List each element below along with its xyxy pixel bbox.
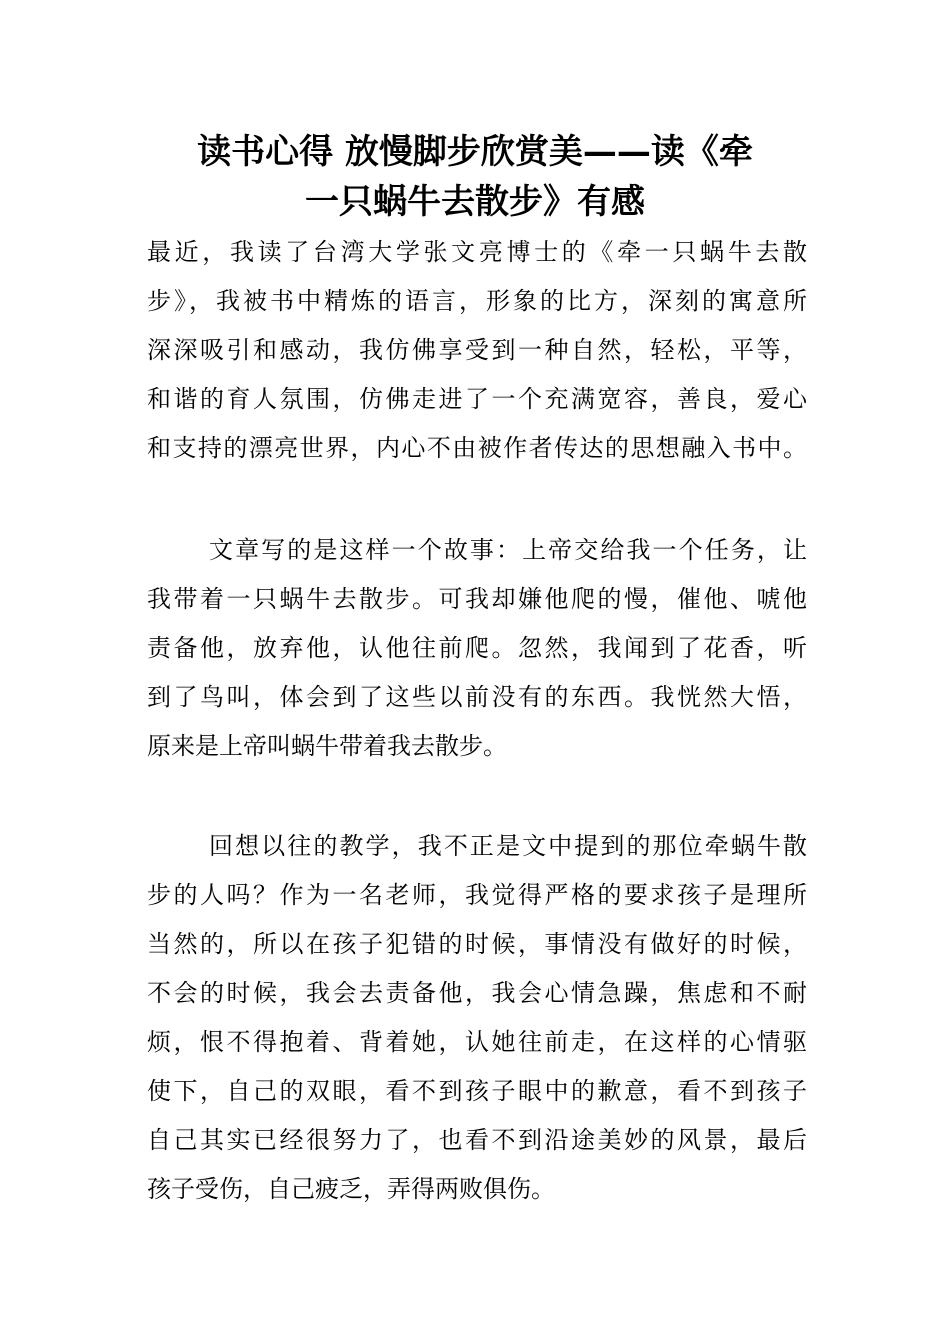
text-line: 我带着一只蜗牛去散步。可我却嫌他爬的慢，催他、唬他 [147,585,807,613]
text-line: 当然的，所以在孩子犯错的时候，事情没有做好的时候， [147,930,807,958]
text-line: 和支持的漂亮世界，内心不由被作者传达的思想融入书中。 [147,434,807,462]
text-line: 到了鸟叫，体会到了这些以前没有的东西。我恍然大悟， [147,683,807,711]
text-line: 原来是上帝叫蜗牛带着我去散步。 [147,732,507,760]
document-title [120,127,830,227]
text-line: 回想以往的教学，我不正是文中提到的那位牵蜗牛散 [209,832,807,860]
text-line: 步的人吗？作为一名老师，我觉得严格的要求孩子是理所 [147,881,807,909]
title-line-1: 读书心得 放慢脚步欣赏美——读《牵 [197,132,753,172]
text-line: 孩子受伤，自己疲乏，弄得两败俱伤。 [147,1175,555,1203]
paragraph-1 [147,228,807,473]
paragraph-2 [147,526,807,771]
text-line: 和谐的育人氛围，仿佛走进了一个充满宽容，善良，爱心 [147,385,807,413]
text-line: 深深吸引和感动，我仿佛享受到一种自然，轻松，平等， [147,336,807,364]
text-line: 使下，自己的双眼，看不到孩子眼中的歉意，看不到孩子 [147,1077,807,1105]
text-line: 责备他，放弃他，认他往前爬。忽然，我闻到了花香，听 [147,634,807,662]
title-line-2: 一只蜗牛去散步》有感 [305,182,645,222]
text-line: 最近，我读了台湾大学张文亮博士的《牵一只蜗牛去散 [147,238,807,266]
paragraph-3 [147,822,807,1214]
text-line: 步》，我被书中精炼的语言，形象的比方，深刻的寓意所 [147,287,807,315]
text-line: 不会的时候，我会去责备他，我会心情急躁，焦虑和不耐 [147,979,807,1007]
text-line: 自己其实已经很努力了，也看不到沿途美妙的风景，最后 [147,1126,807,1154]
text-line: 烦，恨不得抱着、背着她，认她往前走，在这样的心情驱 [147,1028,807,1056]
text-line: 文章写的是这样一个故事：上帝交给我一个任务，让 [209,536,807,564]
